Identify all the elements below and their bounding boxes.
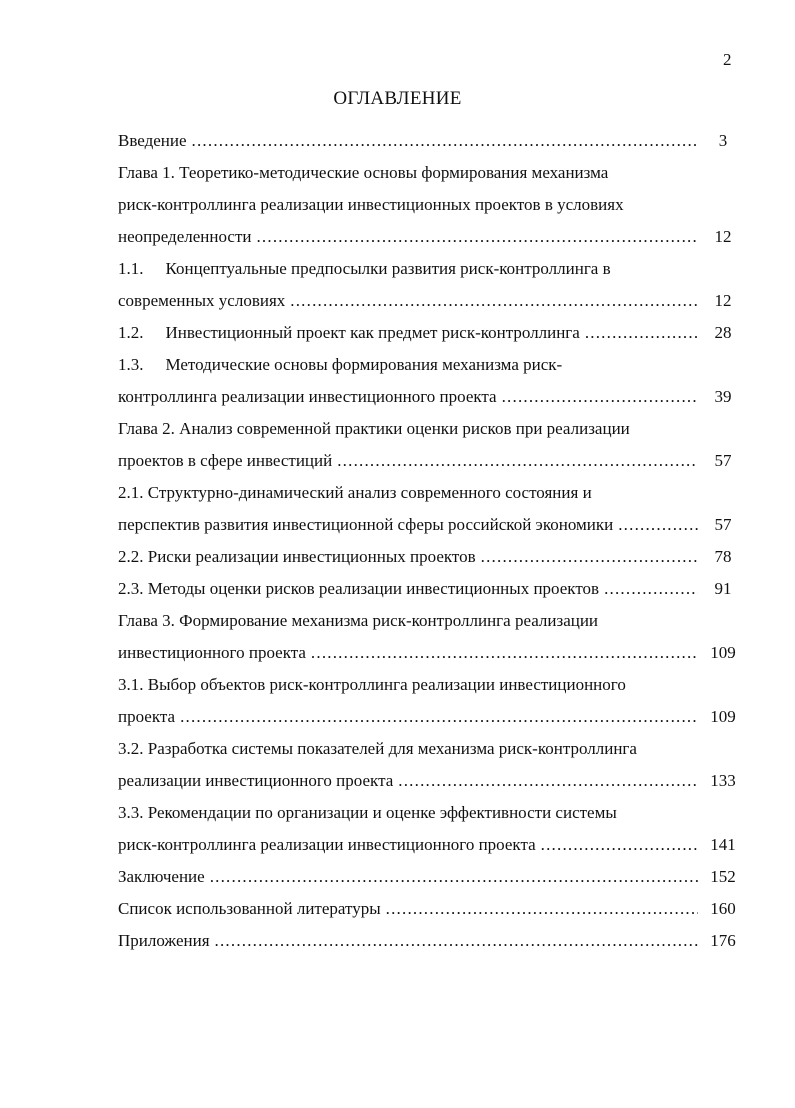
toc-entry xyxy=(118,317,698,349)
toc-page-number: 12 xyxy=(714,291,732,310)
toc-entry-text: контроллинга реализации инвестиционного проекта xyxy=(118,387,497,406)
toc-entry-text: Введение xyxy=(118,131,187,150)
dot-leader xyxy=(210,861,698,893)
toc-page-number: 152 xyxy=(710,867,736,886)
toc-entry-text: современных условиях xyxy=(118,291,286,310)
dot-leader xyxy=(386,893,698,925)
toc-entry xyxy=(118,125,698,157)
toc-entry xyxy=(118,925,698,957)
toc-page-number: 39 xyxy=(714,387,732,406)
dot-leader xyxy=(585,317,698,349)
toc-section-number: 1.2. xyxy=(118,323,144,342)
dot-leader xyxy=(215,925,698,957)
toc-page-number: 28 xyxy=(714,323,732,342)
page-title: ОГЛАВЛЕНИЕ xyxy=(333,88,462,109)
dot-leader xyxy=(180,701,698,733)
dot-leader xyxy=(502,381,698,413)
toc-page-number: 57 xyxy=(714,515,732,534)
dot-leader xyxy=(541,829,698,861)
toc-entry-text: Концептуальные предпосылки развития риск-контроллинга в xyxy=(165,259,611,278)
toc-page-number: 109 xyxy=(710,643,736,662)
toc-entry xyxy=(118,669,698,733)
toc-entry-text: неопределенности xyxy=(118,227,252,246)
toc-entry-text: 3.2. Разработка системы показателей для механизма риск-контроллинга xyxy=(118,739,637,758)
toc-page-number: 176 xyxy=(710,931,736,950)
toc-entry-text: Глава 2. Анализ современной практики оценки рисков при реализации xyxy=(118,419,630,438)
toc-entry-text: Инвестиционный проект как предмет риск-контроллинга xyxy=(165,323,580,342)
toc-section-number: 1.1. xyxy=(118,259,144,278)
dot-leader xyxy=(618,509,698,541)
toc-entry xyxy=(118,573,698,605)
toc-entry xyxy=(118,893,698,925)
toc-entry-text: инвестиционного проекта xyxy=(118,643,306,662)
toc-entry-text: риск-контроллинга реализации инвестиционных проектов в условиях xyxy=(118,195,624,214)
toc-entry xyxy=(118,413,698,477)
toc-entry xyxy=(118,477,698,541)
toc-page-number: 133 xyxy=(710,771,736,790)
toc-entry-text: Приложения xyxy=(118,931,210,950)
toc-entry xyxy=(118,797,698,861)
toc-entry-text: 3.3. Рекомендации по организации и оценке эффективности системы xyxy=(118,803,617,822)
dot-leader xyxy=(481,541,698,573)
toc-page-number: 12 xyxy=(714,227,732,246)
toc-entry-text: риск-контроллинга реализации инвестиционного проекта xyxy=(118,835,536,854)
toc-entry-text: реализации инвестиционного проекта xyxy=(118,771,394,790)
dot-leader xyxy=(311,637,698,669)
dot-leader xyxy=(256,221,698,253)
dot-leader xyxy=(290,285,698,317)
dot-leader xyxy=(604,573,698,605)
toc-entry xyxy=(118,157,698,253)
toc-page-number: 78 xyxy=(714,547,732,566)
toc-entry-text: перспектив развития инвестиционной сферы российской экономики xyxy=(118,515,614,534)
page-number: 2 xyxy=(723,50,732,69)
toc-entry xyxy=(118,349,698,413)
toc-entry-text: проектов в сфере инвестиций xyxy=(118,451,333,470)
toc-entry-text: 2.1. Структурно-динамический анализ современного состояния и xyxy=(118,483,592,502)
toc-entry-text: Глава 3. Формирование механизма риск-контроллинга реализации xyxy=(118,611,599,630)
toc-entry-text: 2.3. Методы оценки рисков реализации инвестиционных проектов xyxy=(118,579,600,598)
dot-leader xyxy=(337,445,698,477)
toc-entry-text: Список использованной литературы xyxy=(118,899,381,918)
toc-entry-text: Методические основы формирования механизма риск- xyxy=(165,355,563,374)
toc-entry-text: 3.1. Выбор объектов риск-контроллинга реализации инвестиционного xyxy=(118,675,626,694)
toc-entry xyxy=(118,541,698,573)
toc-entry-text: Глава 1. Теоретико-методические основы формирования механизма xyxy=(118,163,609,182)
toc-page-number: 57 xyxy=(714,451,732,470)
toc-entry-text: проекта xyxy=(118,707,176,726)
toc-section-number: 1.3. xyxy=(118,355,144,374)
dot-leader xyxy=(192,125,698,157)
toc-entry xyxy=(118,861,698,893)
toc-entry xyxy=(118,605,698,669)
dot-leader xyxy=(398,765,698,797)
toc-page-number: 160 xyxy=(710,899,736,918)
toc-page-number: 109 xyxy=(710,707,736,726)
toc-entry-text: Заключение xyxy=(118,867,205,886)
toc-page-number: 91 xyxy=(714,579,732,598)
toc-entry xyxy=(118,733,698,797)
toc-entry-text: 2.2. Риски реализации инвестиционных проектов xyxy=(118,547,476,566)
toc-page-number: 141 xyxy=(710,835,736,854)
toc-page-number: 3 xyxy=(718,131,728,150)
toc-entry xyxy=(118,253,698,317)
